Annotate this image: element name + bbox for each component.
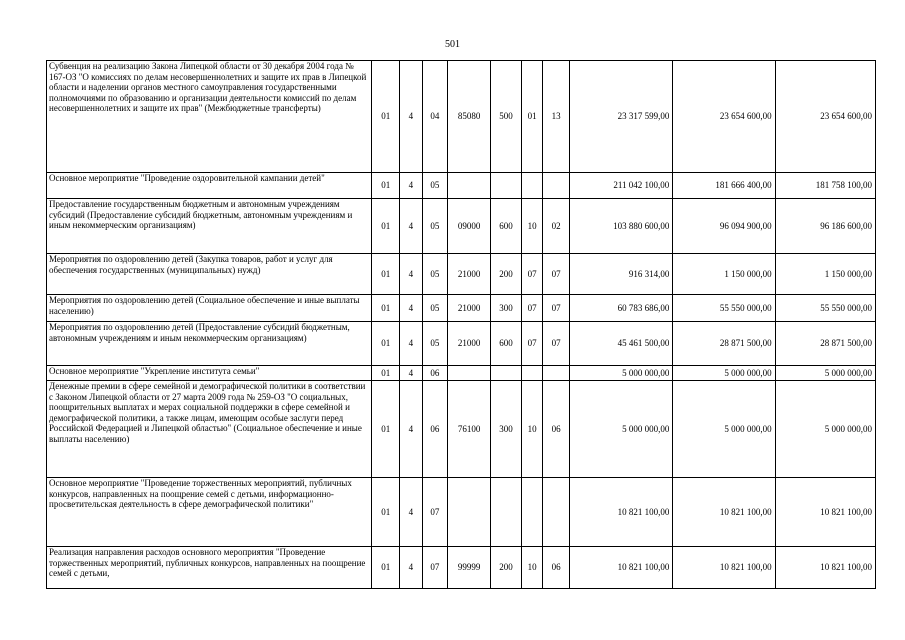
row-description: Основное мероприятие "Укрепление института семьи" <box>47 366 372 381</box>
code-direction: 21000 <box>448 254 491 295</box>
amount-year-2: 23 654 600,00 <box>673 61 775 173</box>
code-expense-type <box>491 478 522 547</box>
amount-year-1: 60 783 686,00 <box>569 295 672 322</box>
code-section: 07 <box>521 254 542 295</box>
amount-year-1: 10 821 100,00 <box>569 547 672 589</box>
code-program: 01 <box>372 61 400 173</box>
code-direction <box>448 173 491 199</box>
table-row <box>47 199 876 254</box>
code-subprogram: 4 <box>400 478 423 547</box>
table-row <box>47 322 876 366</box>
code-subsection <box>543 478 570 547</box>
code-direction <box>448 366 491 381</box>
code-main-event: 06 <box>422 366 448 381</box>
code-direction: 85080 <box>448 61 491 173</box>
amount-year-2: 1 150 000,00 <box>673 254 775 295</box>
code-expense-type: 300 <box>491 295 522 322</box>
code-subsection: 07 <box>543 295 570 322</box>
code-subprogram: 4 <box>400 322 423 366</box>
code-subprogram: 4 <box>400 547 423 589</box>
table-row <box>47 173 876 199</box>
amount-year-3: 96 186 600,00 <box>775 199 875 254</box>
code-program: 01 <box>372 322 400 366</box>
code-program: 01 <box>372 295 400 322</box>
code-section: 10 <box>521 547 542 589</box>
code-expense-type: 600 <box>491 322 522 366</box>
code-direction: 76100 <box>448 381 491 478</box>
table-body <box>47 61 876 589</box>
row-description: Основное мероприятие "Проведение торжественных мероприятий, публичных конкурсов, направленных на поощрение семей с детьми, информационно-просветительская деятельность в сфере демографической политики" <box>47 478 372 547</box>
code-subprogram: 4 <box>400 254 423 295</box>
amount-year-3: 1 150 000,00 <box>775 254 875 295</box>
code-subprogram: 4 <box>400 61 423 173</box>
code-subsection: 06 <box>543 547 570 589</box>
amount-year-3: 10 821 100,00 <box>775 478 875 547</box>
code-main-event: 05 <box>422 322 448 366</box>
code-direction: 99999 <box>448 547 491 589</box>
code-subsection: 07 <box>543 254 570 295</box>
amount-year-1: 10 821 100,00 <box>569 478 672 547</box>
code-main-event: 05 <box>422 254 448 295</box>
amount-year-1: 23 317 599,00 <box>569 61 672 173</box>
code-section <box>521 173 542 199</box>
code-section <box>521 366 542 381</box>
amount-year-3: 10 821 100,00 <box>775 547 875 589</box>
row-description: Мероприятия по оздоровлению детей (Социальное обеспечение и иные выплаты населению) <box>47 295 372 322</box>
code-subsection <box>543 366 570 381</box>
code-expense-type: 500 <box>491 61 522 173</box>
table-row <box>47 366 876 381</box>
code-program: 01 <box>372 366 400 381</box>
amount-year-3: 23 654 600,00 <box>775 61 875 173</box>
code-subprogram: 4 <box>400 173 423 199</box>
table-row <box>47 478 876 547</box>
table-row <box>47 381 876 478</box>
table-row <box>47 254 876 295</box>
table-row <box>47 547 876 589</box>
code-section: 07 <box>521 295 542 322</box>
row-description: Реализация направления расходов основного мероприятия "Проведение торжественных мероприятий, публичных конкурсов, направленных на поощрение семей с детьми, <box>47 547 372 589</box>
amount-year-3: 181 758 100,00 <box>775 173 875 199</box>
amount-year-3: 5 000 000,00 <box>775 366 875 381</box>
code-subprogram: 4 <box>400 366 423 381</box>
row-description: Денежные премии в сфере семейной и демографической политики в соответствии с Законом Липецкой области от 27 марта 2009 года № 259-ОЗ "О социальных, поощрительных выплатах и мерах социальной поддержки в сфере семейной и демографической политики, а также лицам, имеющим особые заслуги перед Российской Федерацией и Липецкой областью" (Социальное обеспечение и иные выплаты населению) <box>47 381 372 478</box>
amount-year-1: 916 314,00 <box>569 254 672 295</box>
code-main-event: 07 <box>422 478 448 547</box>
amount-year-1: 211 042 100,00 <box>569 173 672 199</box>
row-description: Основное мероприятие "Проведение оздоровительной кампании детей" <box>47 173 372 199</box>
amount-year-1: 45 461 500,00 <box>569 322 672 366</box>
code-subsection: 07 <box>543 322 570 366</box>
amount-year-2: 96 094 900,00 <box>673 199 775 254</box>
amount-year-1: 5 000 000,00 <box>569 381 672 478</box>
code-expense-type: 300 <box>491 381 522 478</box>
code-subsection <box>543 173 570 199</box>
code-expense-type: 200 <box>491 547 522 589</box>
code-section: 01 <box>521 61 542 173</box>
code-section <box>521 478 542 547</box>
code-program: 01 <box>372 254 400 295</box>
code-program: 01 <box>372 478 400 547</box>
code-main-event: 04 <box>422 61 448 173</box>
code-main-event: 05 <box>422 295 448 322</box>
code-section: 10 <box>521 381 542 478</box>
amount-year-1: 5 000 000,00 <box>569 366 672 381</box>
code-program: 01 <box>372 173 400 199</box>
code-main-event: 05 <box>422 199 448 254</box>
code-expense-type <box>491 173 522 199</box>
code-direction <box>448 478 491 547</box>
code-program: 01 <box>372 199 400 254</box>
amount-year-2: 10 821 100,00 <box>673 547 775 589</box>
row-description: Мероприятия по оздоровлению детей (Закупка товаров, работ и услуг для обеспечения государственных (муниципальных) нужд) <box>47 254 372 295</box>
code-section: 07 <box>521 322 542 366</box>
row-description: Субвенция на реализацию Закона Липецкой области от 30 декабря 2004 года № 167-ОЗ "О комиссиях по делам несовершеннолетних и защите их прав в Липецкой области и наделении органов местного самоуправления государственными полномочиями по образованию и организации деятельности комиссий по делам несовершеннолетних и защите их прав" (Межбюджетные трансферты) <box>47 61 372 173</box>
code-expense-type: 200 <box>491 254 522 295</box>
code-subprogram: 4 <box>400 295 423 322</box>
code-expense-type <box>491 366 522 381</box>
code-main-event: 05 <box>422 173 448 199</box>
code-direction: 21000 <box>448 295 491 322</box>
amount-year-3: 5 000 000,00 <box>775 381 875 478</box>
budget-table <box>46 60 876 589</box>
code-expense-type: 600 <box>491 199 522 254</box>
amount-year-2: 10 821 100,00 <box>673 478 775 547</box>
row-description: Мероприятия по оздоровлению детей (Предоставление субсидий бюджетным, автономным учреждениям и иным некоммерческим организациям) <box>47 322 372 366</box>
amount-year-2: 55 550 000,00 <box>673 295 775 322</box>
code-direction: 21000 <box>448 322 491 366</box>
amount-year-3: 55 550 000,00 <box>775 295 875 322</box>
amount-year-2: 5 000 000,00 <box>673 366 775 381</box>
amount-year-2: 28 871 500,00 <box>673 322 775 366</box>
code-subsection: 06 <box>543 381 570 478</box>
code-subprogram: 4 <box>400 381 423 478</box>
code-section: 10 <box>521 199 542 254</box>
amount-year-3: 28 871 500,00 <box>775 322 875 366</box>
code-direction: 09000 <box>448 199 491 254</box>
code-subsection: 02 <box>543 199 570 254</box>
amount-year-2: 5 000 000,00 <box>673 381 775 478</box>
code-subprogram: 4 <box>400 199 423 254</box>
table-row <box>47 295 876 322</box>
amount-year-2: 181 666 400,00 <box>673 173 775 199</box>
amount-year-1: 103 880 600,00 <box>569 199 672 254</box>
code-subsection: 13 <box>543 61 570 173</box>
code-main-event: 06 <box>422 381 448 478</box>
code-main-event: 07 <box>422 547 448 589</box>
code-program: 01 <box>372 547 400 589</box>
row-description: Предоставление государственным бюджетным и автономным учреждениям субсидий (Предоставление субсидий бюджетным, автономным учреждениям и иным некоммерческим организациям) <box>47 199 372 254</box>
code-program: 01 <box>372 381 400 478</box>
table-row <box>47 61 876 173</box>
page-number: 501 <box>445 39 460 50</box>
